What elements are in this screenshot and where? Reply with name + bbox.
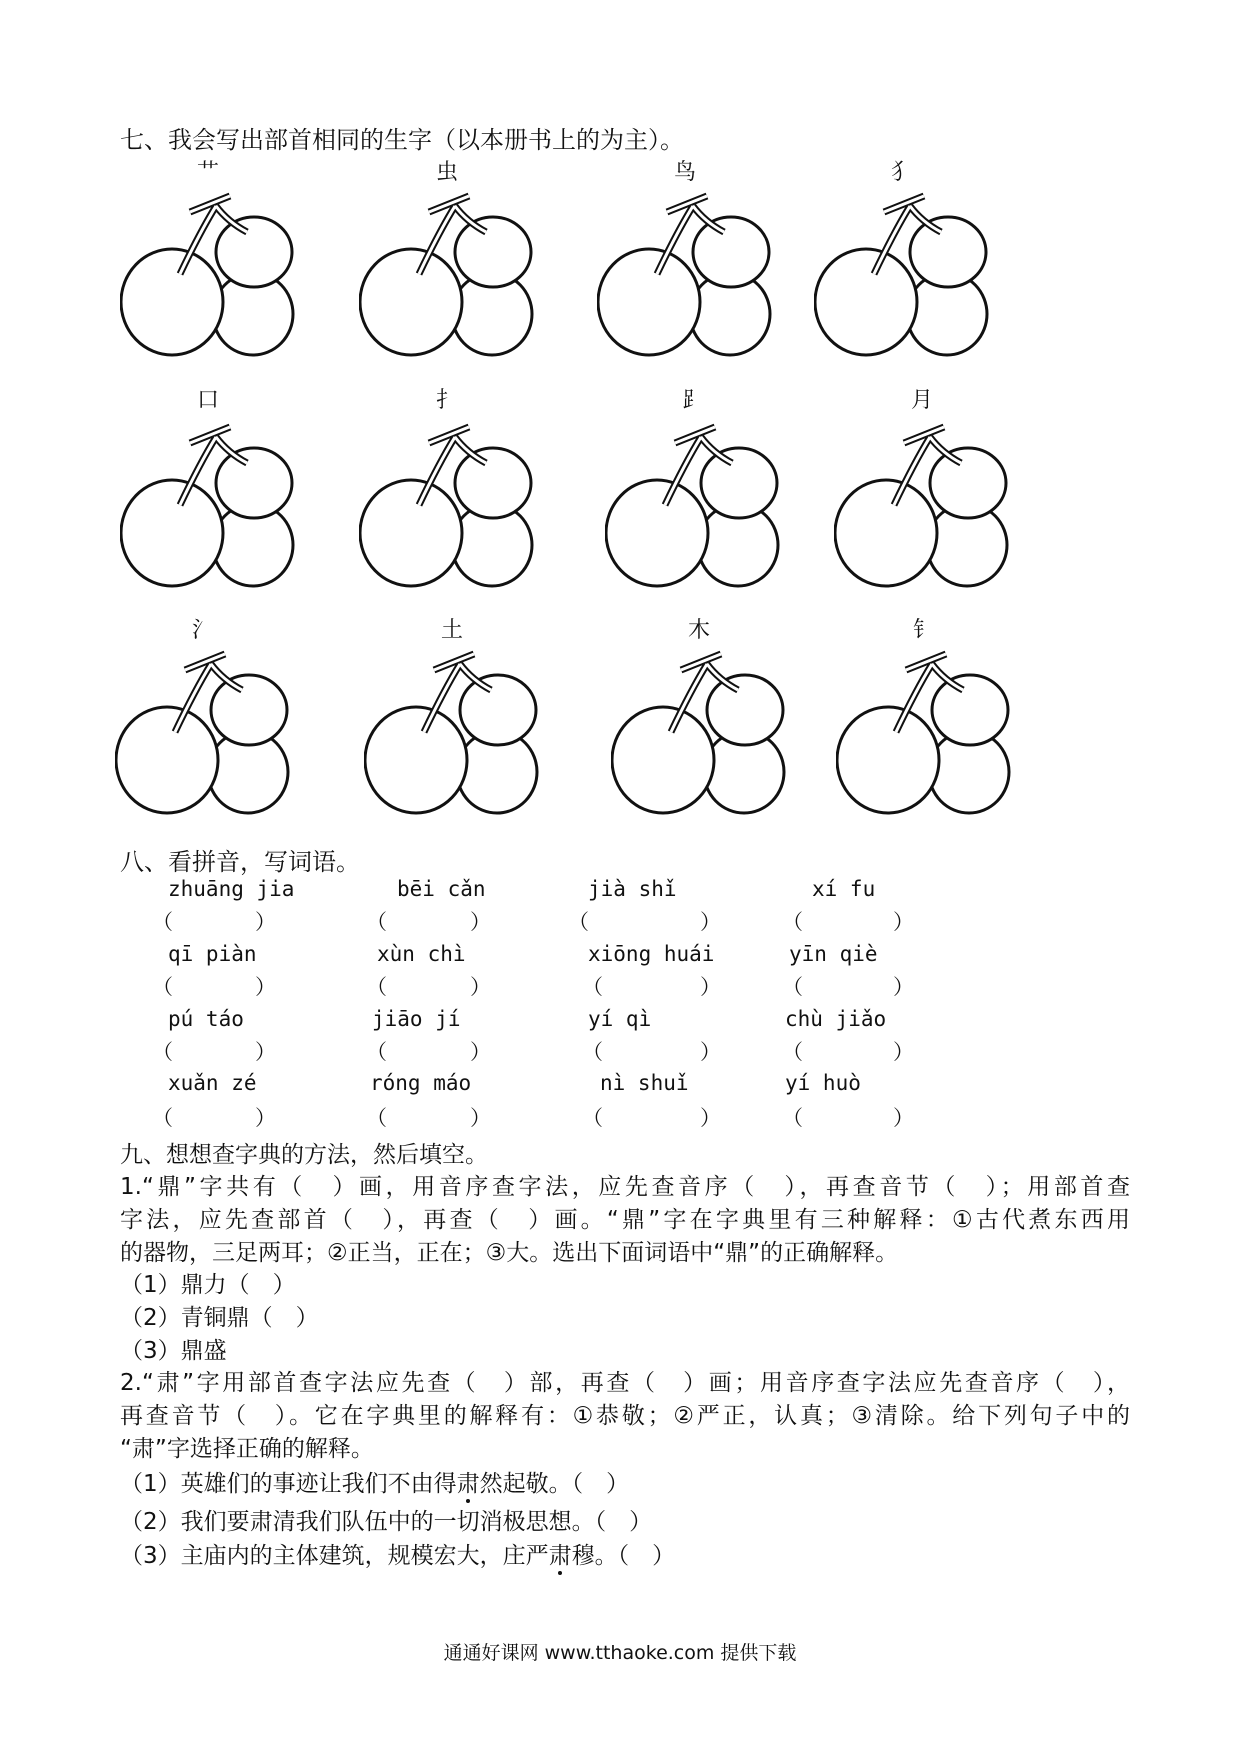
pinyin-prompt: yí huò bbox=[785, 1071, 861, 1095]
answer-paren-open: （ bbox=[568, 910, 589, 934]
cherry-writing-box bbox=[834, 423, 1010, 589]
q1-item: （2）青铜鼎（ ） bbox=[120, 1305, 319, 1331]
q1-line: 1.“鼎”字共有（ ）画，用音序查字法，应先查音序（ ），再查音节（ ）；用部首查 bbox=[120, 1174, 1130, 1200]
radical-label: ⻊ bbox=[681, 388, 705, 413]
emphasis-char: 肃 bbox=[548, 1543, 572, 1569]
answer-paren-close: ） bbox=[893, 910, 914, 934]
answer-paren-open: （ bbox=[366, 1040, 387, 1064]
answer-paren-close: ） bbox=[470, 1106, 491, 1130]
q2-item: （2）我们要肃清我们队伍中的一切消极思想。（ ） bbox=[120, 1509, 653, 1535]
answer-paren-close: ） bbox=[255, 1106, 276, 1130]
answer-paren-close: ） bbox=[255, 1040, 276, 1064]
radical-label: 木 bbox=[687, 618, 711, 643]
q2-item: （3）主庙内的主体建筑，规模宏大，庄严肃穆。（ ） bbox=[120, 1543, 676, 1569]
pinyin-prompt: róng máo bbox=[370, 1071, 472, 1095]
pinyin-prompt: jiāo jí bbox=[372, 1007, 461, 1031]
cherry-writing-box bbox=[359, 423, 535, 589]
pinyin-prompt: zhuāng jia bbox=[168, 877, 295, 901]
q1-line: 字法，应先查部首（ ），再查（ ）画。“鼎”字在字典里有三种解释：①古代煮东西用 bbox=[120, 1207, 1130, 1233]
pinyin-prompt: nì shuǐ bbox=[600, 1071, 689, 1095]
radical-label: 艹 bbox=[196, 160, 220, 185]
answer-paren-close: ） bbox=[893, 975, 914, 999]
pinyin-prompt: pú táo bbox=[168, 1007, 244, 1031]
radical-label: 口 bbox=[196, 388, 220, 413]
cherry-writing-box bbox=[611, 650, 787, 816]
answer-paren-open: （ bbox=[782, 975, 803, 999]
q2-line: 再查音节（ ）。它在字典里的解释有：①恭敬；②严正，认真；③清除。给下列句子中的 bbox=[120, 1403, 1130, 1429]
answer-paren-open: （ bbox=[152, 910, 173, 934]
section9-title: 九、想想查字典的方法，然后填空。 bbox=[120, 1142, 488, 1168]
radical-label: 鸟 bbox=[673, 160, 697, 185]
cherry-writing-box bbox=[605, 423, 781, 589]
answer-paren-open: （ bbox=[782, 1106, 803, 1130]
radical-label: 虫 bbox=[435, 160, 459, 185]
section8-title: 八、看拼音，写词语。 bbox=[120, 848, 360, 876]
answer-paren-close: ） bbox=[470, 910, 491, 934]
pinyin-prompt: yīn qiè bbox=[789, 942, 878, 966]
radical-label: 钅 bbox=[912, 618, 936, 643]
pinyin-prompt: xùn chì bbox=[377, 942, 466, 966]
footer: 通通好课网 www.tthaoke.com 提供下载 bbox=[443, 1642, 797, 1664]
answer-paren-open: （ bbox=[582, 1040, 603, 1064]
answer-paren-close: ） bbox=[700, 1106, 721, 1130]
radical-label: 氵 bbox=[191, 618, 215, 643]
answer-paren-open: （ bbox=[782, 1040, 803, 1064]
emphasis-char: 肃 bbox=[456, 1471, 480, 1497]
radical-label: 犭 bbox=[890, 160, 914, 185]
pinyin-prompt: yí qì bbox=[588, 1007, 652, 1031]
cherry-writing-box bbox=[120, 192, 296, 358]
answer-paren-close: ） bbox=[893, 1106, 914, 1130]
answer-paren-close: ） bbox=[700, 910, 721, 934]
q1-item: （3）鼎盛 bbox=[120, 1338, 227, 1364]
cherry-writing-box bbox=[364, 650, 540, 816]
section7-title: 七、我会写出部首相同的生字（以本册书上的为主）。 bbox=[120, 126, 684, 154]
answer-paren-open: （ bbox=[366, 910, 387, 934]
answer-paren-open: （ bbox=[366, 975, 387, 999]
q2-line: “肃”字选择正确的解释。 bbox=[120, 1436, 374, 1462]
radical-label: 月 bbox=[910, 388, 934, 413]
pinyin-prompt: qī piàn bbox=[168, 942, 257, 966]
q2-item: （1）英雄们的事迹让我们不由得肃然起敬。（ ） bbox=[120, 1471, 630, 1497]
pinyin-prompt: xuǎn zé bbox=[168, 1071, 257, 1095]
radical-label: 土 bbox=[440, 618, 464, 643]
answer-paren-close: ） bbox=[255, 975, 276, 999]
answer-paren-close: ） bbox=[700, 975, 721, 999]
answer-paren-close: ） bbox=[470, 1040, 491, 1064]
answer-paren-open: （ bbox=[152, 1106, 173, 1130]
answer-paren-open: （ bbox=[152, 975, 173, 999]
pinyin-prompt: jià shǐ bbox=[588, 877, 677, 901]
cherry-writing-box bbox=[814, 192, 990, 358]
answer-paren-close: ） bbox=[893, 1040, 914, 1064]
cherry-writing-box bbox=[836, 650, 1012, 816]
answer-paren-close: ） bbox=[255, 910, 276, 934]
answer-paren-close: ） bbox=[700, 1040, 721, 1064]
answer-paren-open: （ bbox=[152, 1040, 173, 1064]
cherry-writing-box bbox=[120, 423, 296, 589]
pinyin-prompt: xí fu bbox=[812, 877, 876, 901]
pinyin-prompt: bēi cǎn bbox=[397, 877, 486, 901]
answer-paren-open: （ bbox=[582, 975, 603, 999]
cherry-writing-box bbox=[597, 192, 773, 358]
answer-paren-open: （ bbox=[366, 1106, 387, 1130]
cherry-writing-box bbox=[115, 650, 291, 816]
pinyin-prompt: chù jiǎo bbox=[785, 1007, 887, 1031]
pinyin-prompt: xiōng huái bbox=[588, 942, 715, 966]
radical-label: 扌 bbox=[435, 388, 459, 413]
q1-item: （1）鼎力（ ） bbox=[120, 1272, 296, 1298]
answer-paren-open: （ bbox=[582, 1106, 603, 1130]
answer-paren-close: ） bbox=[470, 975, 491, 999]
q1-line: 的器物，三足两耳；②正当，正在；③大。选出下面词语中“鼎”的正确解释。 bbox=[120, 1240, 899, 1266]
answer-paren-open: （ bbox=[782, 910, 803, 934]
cherry-writing-box bbox=[359, 192, 535, 358]
q2-line: 2.“肃”字用部首查字法应先查（ ）部，再查（ ）画；用音序查字法应先查音序（ ）， bbox=[120, 1370, 1130, 1396]
